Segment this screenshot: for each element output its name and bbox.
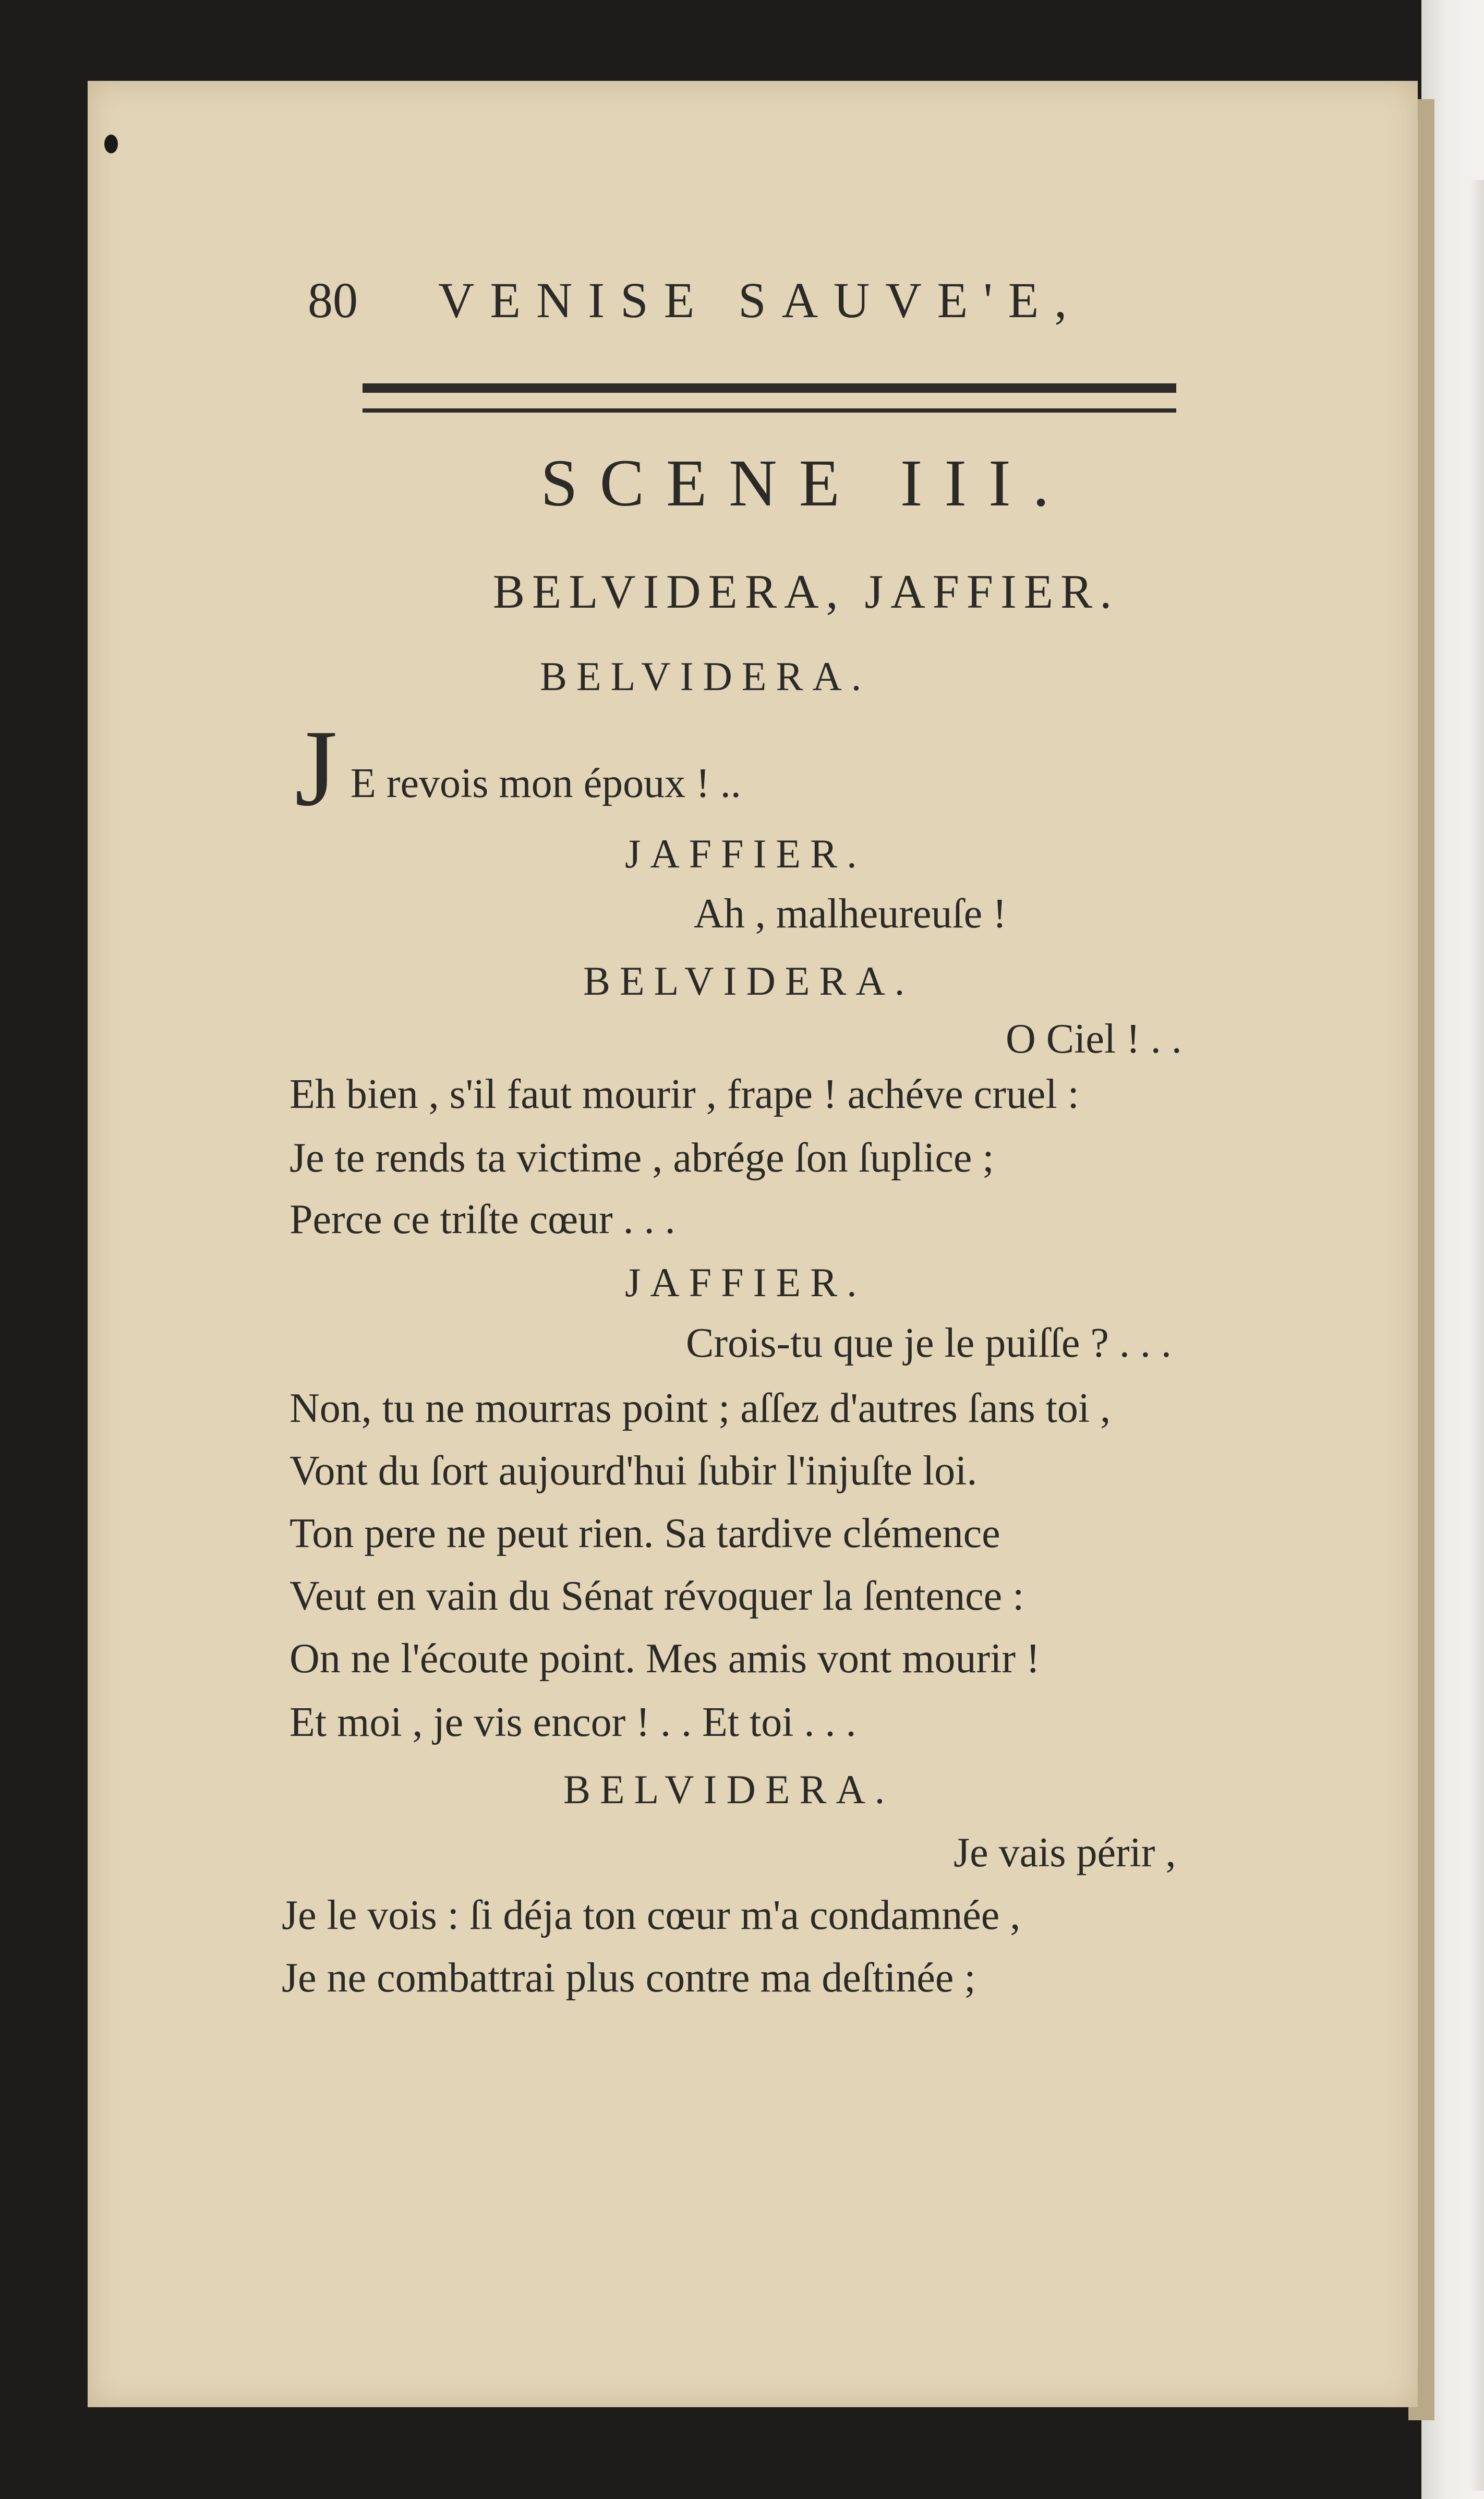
- verse-line: Je vais périr ,: [954, 1830, 1176, 1876]
- verse-line: Je te rends ta victime , abrége ſon ſuplice ;: [289, 1135, 994, 1181]
- scene-title: SCENE III.: [540, 446, 1071, 520]
- book-page: [88, 81, 1418, 2407]
- verse-line: Je ne combattrai plus contre ma deſtinée ;: [282, 1955, 976, 2001]
- speaker-heading: BELVIDERA.: [583, 958, 914, 1004]
- speaker-heading: BELVIDERA.: [563, 1767, 895, 1812]
- verse-line: Ah , malheureuſe !: [694, 891, 1007, 937]
- cast-list: BELVIDERA, JAFFIER.: [492, 565, 1119, 618]
- verse-line: O Ciel ! . .: [1006, 1016, 1182, 1062]
- verse-line: Je le vois : ſi déja ton cœur m'a condamnée ,: [282, 1892, 1021, 1938]
- verse-line: Eh bien , s'il faut mourir , frape ! achéve cruel :: [289, 1071, 1079, 1117]
- verse-line: On ne l'écoute point. Mes amis vont mourir !: [289, 1636, 1040, 1682]
- thin-rule: [363, 408, 1176, 413]
- verse-line: Et moi , je vis encor ! . . Et toi . . .: [289, 1699, 856, 1745]
- running-head: [308, 272, 1083, 328]
- running-title: VENISE SAUVE'E,: [438, 272, 1083, 328]
- verse-line: Perce ce triſte cœur . . .: [289, 1197, 675, 1242]
- verse-line: Vont du ſort aujourd'hui ſubir l'injuſte loi.: [289, 1448, 978, 1494]
- verse-line: Non, tu ne mourras point ; aſſez d'autres ſans toi ,: [289, 1385, 1111, 1431]
- drop-cap: J: [295, 708, 337, 829]
- speaker-heading: JAFFIER.: [625, 1260, 866, 1305]
- page-number: 80: [308, 272, 358, 328]
- speaker-heading: BELVIDERA.: [540, 654, 871, 699]
- verse-line: Ton pere ne peut rien. Sa tardive clémence: [289, 1511, 1000, 1556]
- page-gutter-shadow: [1470, 180, 1484, 2491]
- thick-rule: [363, 383, 1176, 393]
- speaker-heading: JAFFIER.: [625, 831, 866, 876]
- verse-line: Crois-tu que je le puiſſe ? . . .: [686, 1320, 1172, 1366]
- verse-line: E revois mon époux ! ..: [351, 760, 741, 806]
- verse-line: Veut en vain du Sénat révoquer la ſentence :: [289, 1573, 1024, 1619]
- binding-hole-mark: [104, 135, 118, 153]
